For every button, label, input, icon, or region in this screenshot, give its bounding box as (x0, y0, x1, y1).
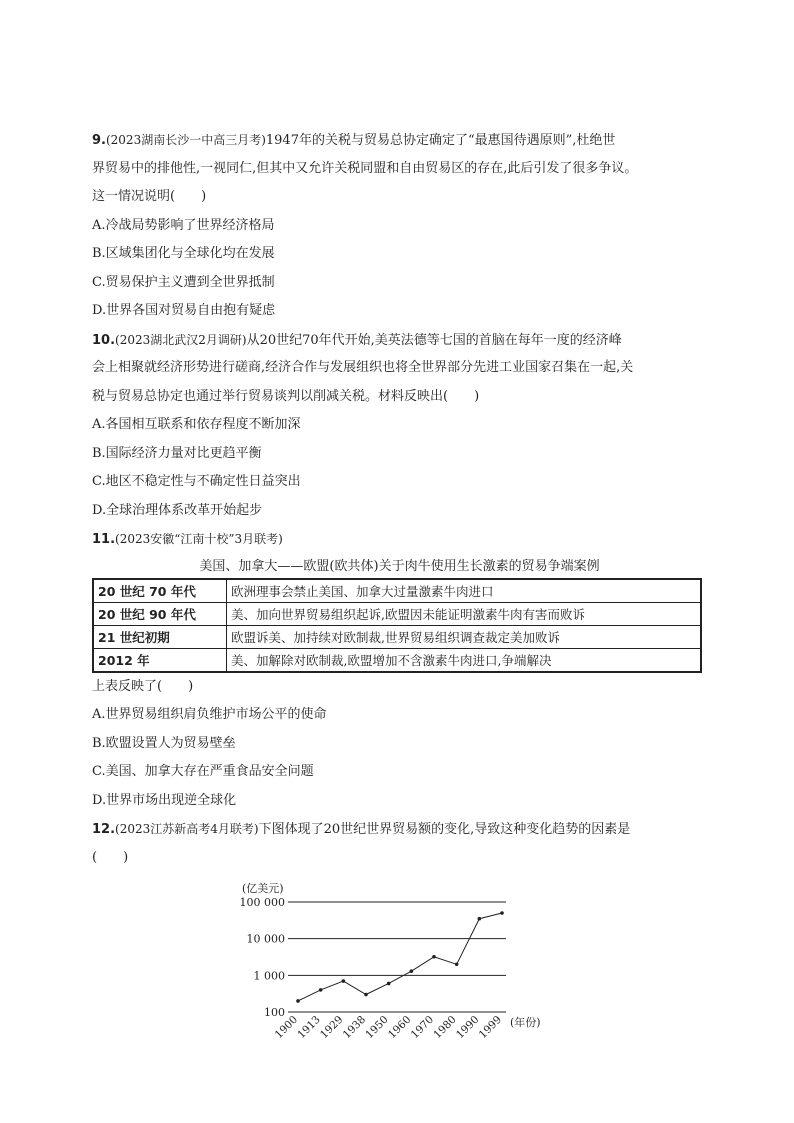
data-point (478, 917, 482, 921)
stem-text: 下图体现了20世纪世界贸易额的变化,导致这种变化趋势的因素是 (258, 822, 631, 837)
x-tick-label: 1970 (408, 1013, 437, 1042)
table-cell-event: 欧盟诉美、加持续对欧制裁,世界贸易组织调查裁定美加败诉 (227, 625, 702, 648)
table-cell-event: 美、加向世界贸易组织起诉,欧盟因未能证明激素牛肉有害而败诉 (227, 602, 702, 625)
option-c[interactable]: C.地区不稳定性与不确定性日益突出 (92, 474, 301, 489)
data-point (455, 962, 459, 966)
question-source: (2023安徽“江南十校”3月联考) (115, 532, 283, 546)
line-chart (230, 880, 570, 1045)
x-tick-label: 1938 (340, 1013, 369, 1042)
question-number: 10. (92, 332, 116, 348)
x-tick-label: 1980 (431, 1013, 459, 1042)
option-a[interactable]: A.冷战局势影响了世界经济格局 (92, 217, 275, 233)
table-row (93, 625, 701, 648)
series-line (298, 913, 502, 1001)
y-axis-label: (亿美元) (242, 882, 284, 895)
table-title: 美国、加拿大——欧盟(欧共体)关于肉牛使用生长激素的贸易争端案例 (199, 558, 600, 574)
question-12-stem-line-2: ( ) (92, 849, 129, 865)
trade-volume-chart (230, 880, 570, 1045)
x-tick-label: 1929 (318, 1013, 346, 1042)
y-tick-label: 10 000 (246, 932, 285, 946)
question-12 (92, 815, 707, 1045)
option-b[interactable]: B.区域集团化与全球化均在发展 (92, 246, 275, 261)
question-9-stem-line-3: 这一情况说明( ) (92, 189, 207, 204)
y-tick-label: 1 000 (253, 969, 285, 983)
data-point (432, 955, 436, 959)
question-source: (2023湖北武汉2月调研) (115, 332, 247, 347)
table-cell-period: 20 世纪 90 年代 (93, 602, 227, 625)
option-d[interactable]: D.世界市场出现逆全球化 (92, 792, 237, 808)
data-point (500, 911, 504, 915)
option-a[interactable]: A.世界贸易组织肩负维护市场公平的使命 (92, 707, 327, 722)
y-tick-label: 100 000 (239, 896, 285, 909)
data-point (319, 988, 323, 992)
question-9-stem-line-2: 界贸易中的排他性,一视同仁,但其中又允许关税同盟和自由贸易区的存在,此后引发了很多争议。 (92, 160, 638, 176)
option-d[interactable]: D.全球治理体系改革开始起步 (92, 502, 263, 518)
question-10-stem-line-2: 会上相聚就经济形势进行磋商,经济合作与发展组织也将全世界部分先进工业国家召集在一起,关 (92, 360, 634, 375)
stem-text: 1947年的关税与贸易总协定确定了“最惠国待遇原则”,杜绝世 (265, 133, 616, 148)
worksheet-page (92, 126, 707, 1045)
table-row (93, 648, 701, 672)
question-10 (92, 326, 707, 526)
question-9-stem-line-1 (92, 126, 707, 155)
x-tick-label: 1960 (386, 1013, 414, 1042)
x-tick-label: 1900 (272, 1013, 301, 1042)
data-point (342, 979, 346, 983)
question-12-stem-line-1 (92, 815, 707, 844)
data-point (410, 969, 414, 973)
question-number: 11. (92, 532, 116, 547)
data-point (387, 982, 391, 986)
option-b[interactable]: B.欧盟设置人为贸易壁垒 (92, 735, 236, 751)
trade-dispute-table (92, 578, 702, 673)
x-axis-label: (年份) (510, 1016, 541, 1029)
x-tick-label: 1999 (476, 1013, 505, 1042)
x-tick-label: 1950 (363, 1013, 391, 1042)
table-row (93, 602, 701, 625)
table-cell-period: 20 世纪 70 年代 (93, 579, 227, 603)
question-11-stem-line-1 (92, 525, 707, 554)
table-cell-period: 21 世纪初期 (93, 625, 227, 648)
question-10-stem-line-3: 税与贸易总协定也通过举行贸易谈判以削减关税。材料反映出( ) (92, 388, 480, 404)
question-11-stem-after: 上表反映了( ) (92, 678, 194, 694)
question-source: (2023江苏新高考4月联考) (115, 822, 259, 836)
question-number: 12. (92, 822, 116, 837)
x-tick-label: 1990 (454, 1013, 482, 1042)
option-a[interactable]: A.各国相互联系和依存程度不断加深 (92, 417, 301, 432)
option-d[interactable]: D.世界各国对贸易自由抱有疑虑 (92, 303, 276, 318)
question-11 (92, 525, 707, 815)
question-number: 9. (92, 133, 106, 148)
table-cell-event: 欧洲理事会禁止美国、加拿大过量激素牛肉进口 (227, 579, 702, 603)
data-point (364, 993, 368, 997)
data-point (296, 999, 300, 1003)
option-c[interactable]: C.贸易保护主义遭到全世界抵制 (92, 274, 275, 290)
table-row (93, 579, 701, 603)
option-b[interactable]: B.国际经济力量对比更趋平衡 (92, 445, 262, 461)
x-tick-label: 1913 (295, 1013, 323, 1042)
question-source: (2023湖南长沙一中高三月考) (105, 133, 266, 147)
y-tick-label: 100 (264, 1006, 285, 1019)
table-cell-period: 2012 年 (93, 648, 227, 672)
table-cell-event: 美、加解除对欧制裁,欧盟增加不含激素牛肉进口,争端解决 (227, 648, 702, 672)
question-10-stem-line-1 (92, 326, 707, 355)
stem-text: 从20世纪70年代开始,美英法德等七国的首脑在每年一度的经济峰 (246, 332, 622, 348)
question-9 (92, 126, 707, 326)
option-c[interactable]: C.美国、加拿大存在严重食品安全问题 (92, 764, 314, 779)
